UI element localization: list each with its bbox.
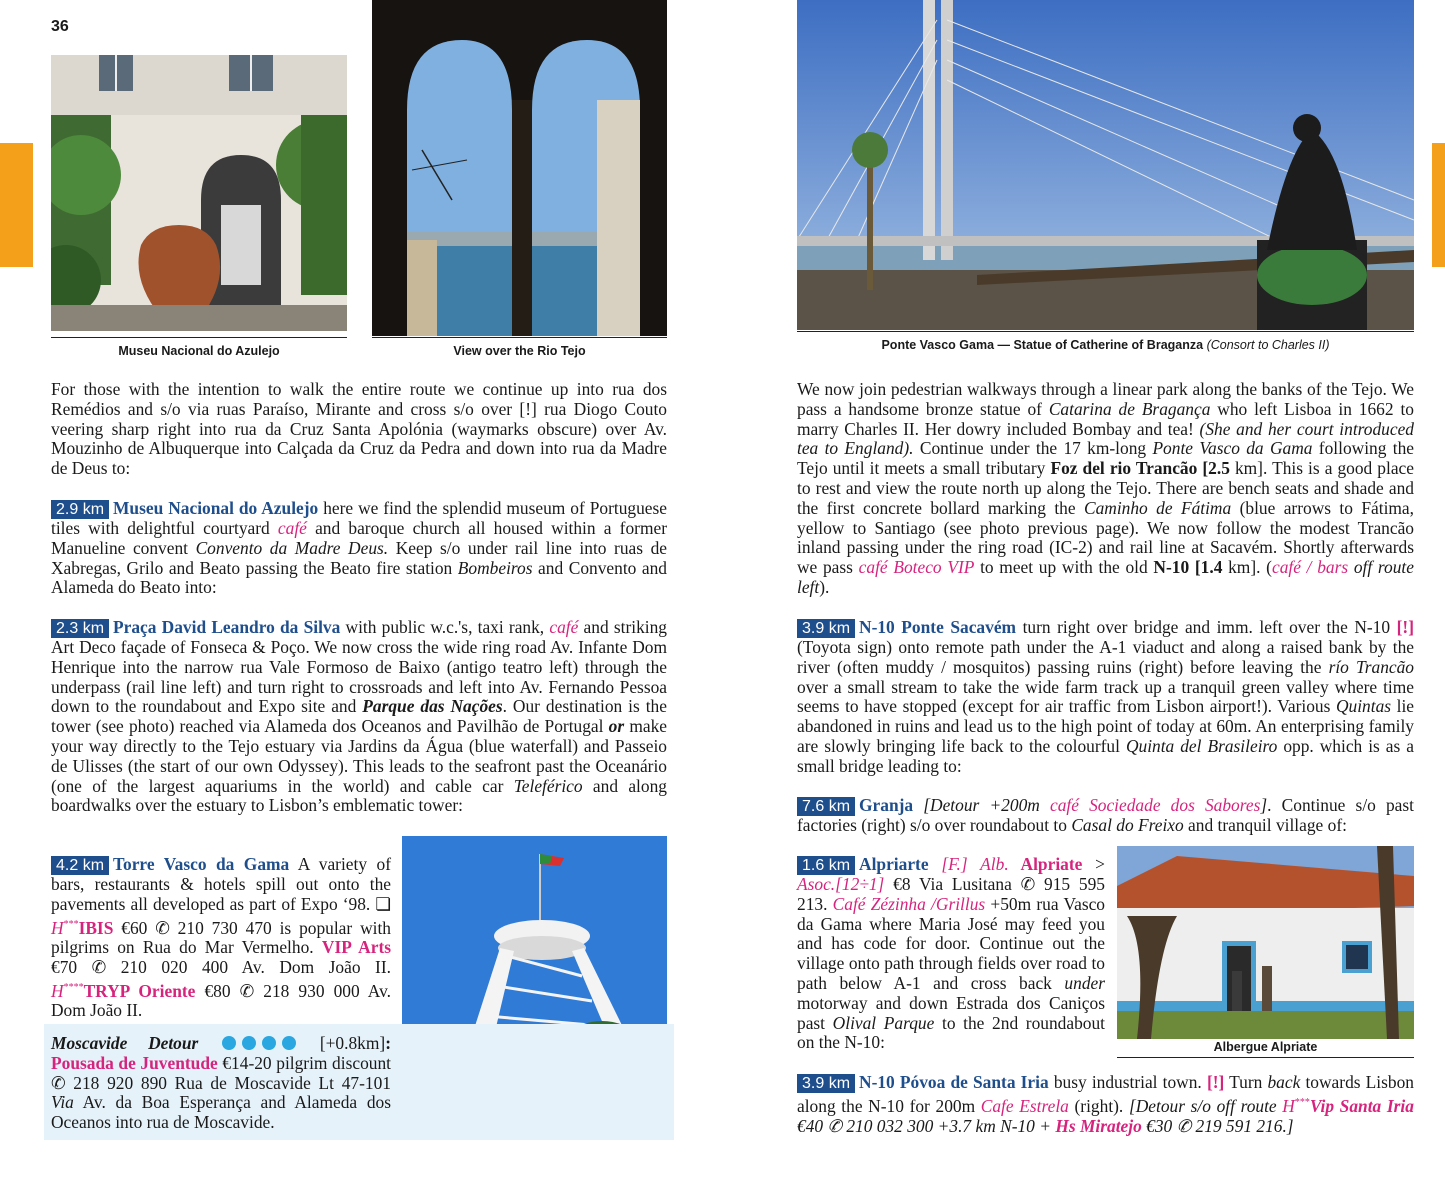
dot-icon — [242, 1036, 256, 1050]
italic-text: [Detour s/o off route — [1128, 1095, 1283, 1116]
detour-title: Moscavide Detour — [51, 1033, 199, 1053]
text: €14-20 pilgrim discount ✆ 218 920 890 Rua de Moscavide Lt 47-101 — [51, 1052, 391, 1093]
text: and tranquil village of: — [1183, 815, 1347, 835]
photo-albergue-alpriate — [1117, 846, 1414, 1039]
italic-text: [Detour +200m — [913, 795, 1050, 815]
stars: *** — [63, 918, 79, 930]
page-number: 36 — [51, 18, 69, 35]
place-name: Museu Nacional do Azulejo — [113, 498, 319, 518]
stage-granja — [797, 796, 1414, 836]
hotel-name: IBIS — [78, 917, 114, 938]
cafe-label: café — [277, 518, 307, 538]
hotel-name: Hs Miratejo — [1055, 1115, 1142, 1136]
text: here we find the splendid museum of Portuguese tiles with delightful courtyard — [51, 498, 667, 538]
text: over a small stream to take the wide farm track up a tranquil green valley where time seems to have stopped (except for air traffic from Lisbon airport!). Various — [797, 676, 1414, 717]
intro-text: For those with the intention to walk the entire route we continue up into rua dos Remédios and s/o via ruas Paraíso, Mirante and cross s/o over [!] rua Diogo Couto veering sharp right into rua da Cruz Santa Apolónia (waymarks obscure) over Av. Mouzinho de Albuquerque into Calçada da Cruz da Pedra and down into rua da Madre de Deus to: — [51, 379, 667, 479]
km-badge: 7.6 km — [797, 797, 855, 816]
italic-text: río Trancão — [1328, 656, 1414, 677]
text: €60 ✆ 210 730 470 is popular with pilgrims on Rua do Mar Vermelho. — [51, 917, 391, 958]
italic-text: Via — [51, 1092, 74, 1113]
facility-marker: [F.] — [928, 854, 981, 874]
hostel-name: Pousada de Juventude — [51, 1052, 218, 1073]
text: km]. ( — [1222, 557, 1272, 578]
caption-albergue-rule — [1117, 1057, 1414, 1058]
caption-tejo: View over the Rio Tejo — [372, 337, 667, 358]
bold-italic-text: Parque das Nações — [362, 696, 503, 717]
text: [+0.8km] — [299, 1033, 386, 1053]
text: km]. This is a good place to rest and view the route north up along the Tejo. There are bench seats and shade and the first concrete bollard marking the — [797, 458, 1414, 518]
italic-text: under — [1064, 972, 1105, 993]
cafe-label: café Sociedade dos Sabores — [1049, 795, 1261, 815]
hotel-h: H — [1282, 1095, 1295, 1116]
italic-text: Quintas — [1335, 696, 1392, 717]
caption-albergue-text: Albergue Alpriate — [1213, 1040, 1318, 1054]
text: (right). — [1068, 1095, 1129, 1116]
stage-alpriarte — [797, 855, 1105, 1053]
italic-text: Alb. — [980, 854, 1009, 874]
cafe-label: Cafe Estrela — [980, 1095, 1069, 1116]
text: (Toyota sign) onto remote path under the A-1 viaduct and along a raised bank by the river (often muddy / mosquitos) passing ruins (right) before leaving the — [797, 637, 1414, 677]
place-name: N-10 Ponte Sacavém — [859, 617, 1017, 637]
text: following the Tejo until it meets a small tributary — [797, 438, 1415, 479]
stars: **** — [63, 981, 84, 993]
italic-text: Teleférico — [513, 775, 583, 796]
text: A variety of bars, restaurants & hotels spill out onto the pavements all developed as part of Expo ‘98. — [51, 854, 391, 914]
place-name: N-10 Póvoa de Santa Iria — [859, 1072, 1049, 1092]
text: who left Lisboa in 1662 to marry Charles II. Her dowry included Bombay and tea! — [797, 398, 1414, 439]
text: (blue arrows to Fátima, yellow to Santiago (see photo previous page). We now follow the modest Trancão inland passing under the ring road (IC-2) and rail line at Sacavém. Shortly afterwards we pass — [797, 497, 1414, 578]
hotel-h: H — [51, 980, 64, 1001]
warning-marker: [!] — [1206, 1072, 1225, 1092]
caption-museu: Museu Nacional do Azulejo — [51, 337, 347, 358]
hotel-name: Vip Santa Iria — [1309, 1095, 1414, 1116]
place-name: Granja — [859, 795, 914, 815]
checkbox-glyph: ❏ — [375, 893, 391, 914]
photo-rio-tejo — [372, 0, 667, 336]
hotel-h: H — [51, 917, 64, 938]
text: +50m rua Vasco da Gama where Maria José may feed you and has code for door. Continue out the village onto path through fields over road to path below A-1 and cross back — [797, 893, 1106, 993]
text: Continue under the 17 km-long — [913, 438, 1153, 459]
thumb-tab-left — [0, 143, 33, 267]
moscavide-detour — [51, 1034, 391, 1133]
text: and along boardwalks over the estuary to Lisbon’s emblematic tower: — [51, 775, 667, 816]
text: and Convento and Alameda do Beato into: — [51, 557, 667, 598]
italic-text: Olival Parque — [832, 1012, 935, 1033]
caption-ponte-main: Ponte Vasco Gama — Statue of Catherine of Braganza — [881, 338, 1204, 352]
bold-text: N-10 [1.4 — [1153, 557, 1223, 578]
italic-text: (She and her court introduced tea to England). — [797, 418, 1414, 459]
hotel-name: TRYP Oriente — [83, 980, 196, 1001]
caption-ponte — [797, 331, 1414, 352]
italic-text: ] — [1260, 795, 1268, 815]
photo-museu-azulejo — [51, 55, 347, 331]
bed-count: [12÷1] — [835, 874, 885, 894]
text: Av. da Boa Esperança and Alameda dos Oceanos into rua de Moscavide. — [51, 1092, 391, 1133]
italic-text: off route left — [797, 557, 1414, 597]
thumb-tab-right — [1432, 143, 1445, 267]
text: opp. which is as a small bridge leading to: — [797, 735, 1414, 776]
place-name: Torre Vasco da Gama — [113, 854, 290, 874]
italic-text: €40 ✆ 210 032 300 +3.7 km N-10 + — [797, 1115, 1056, 1136]
cafe-label: café Boteco VIP — [858, 557, 975, 578]
text: lie abandoned in ruins and lead us to the high point of today at 60m. An enterprising family are slowly bringing life back to the colourful — [797, 696, 1414, 756]
text: : — [385, 1033, 391, 1053]
hotel-name: VIP Arts — [321, 937, 392, 958]
text: €80 ✆ 218 930 000 Av. Dom João II. — [51, 980, 391, 1021]
text: to the 2nd roundabout on the N-10: — [797, 1012, 1105, 1053]
text: with public w.c.'s, taxi rank, — [340, 617, 550, 637]
text: and baroque church all housed within a former Manueline convent — [51, 518, 667, 558]
dot-icon — [262, 1036, 276, 1050]
text: . Our destination is the tower (see photo) reached via Alameda dos Oceanos and Pavilhão de Portugal — [51, 696, 667, 737]
photo-ponte-vasco-gama — [797, 0, 1414, 330]
intro-paragraph — [51, 380, 667, 479]
cafe-label: café / bars — [1271, 557, 1349, 578]
text: busy industrial town. — [1048, 1072, 1207, 1092]
text: ). — [819, 576, 830, 597]
caption-ponte-sub: (Consort to Charles II) — [1206, 338, 1330, 352]
text: turn right over bridge and imm. left over the N-10 — [1016, 617, 1397, 637]
italic-text: Asoc. — [797, 874, 836, 894]
km-badge: 2.3 km — [51, 619, 109, 638]
text: make your way directly to the Tejo estuary via Jardins da Água (blue waterfall) and Passeio de Ulisses (the start of our own Odyssey). This leads to the seafront past the Oceanário (one of the largest aquariums in the world) and cable car — [51, 716, 667, 796]
italic-text: €30 ✆ 219 591 216.] — [1141, 1115, 1294, 1136]
italic-text: Caminho de Fátima — [1083, 497, 1232, 518]
place-name: Alpriarte — [859, 854, 929, 874]
stage-praca — [51, 618, 667, 816]
text: motorway and down Estrada dos Caniços past — [797, 992, 1105, 1033]
place-name: Praça David Leandro da Silva — [113, 617, 341, 637]
text: and striking Art Deco façade of Fonseca & Poço. We now cross the wide ring road Av. Infante Dom Henrique into the narrow rua Vale Formoso de Baixo (antigo teatro left) through the underpass (rail line left) and turn right to crossroads and left into Av. Fernando Pessoa down to the roundabout and Expo site and — [51, 617, 667, 717]
right-intro-paragraph — [797, 380, 1414, 598]
text: towards Lisbon along the N-10 for 200m — [797, 1072, 1414, 1116]
text: Keep s/o under rail line into ruas de Xabregas, Grilo and Beato passing the Beato fire station — [51, 537, 668, 578]
cafe-label: café — [549, 617, 579, 637]
italic-text: Quinta del Brasileiro — [1125, 735, 1278, 756]
italic-text: Bombeiros — [457, 557, 533, 578]
italic-text: Convento da Madre Deus. — [195, 537, 389, 558]
km-badge: 2.9 km — [51, 500, 109, 519]
caption-albergue — [1117, 1034, 1414, 1054]
italic-text: Ponte Vasco da Gama — [1152, 438, 1313, 459]
stage-povoa — [797, 1073, 1414, 1136]
italic-text: Casal do Freixo — [1071, 815, 1184, 835]
stage-ponte-sacavem — [797, 618, 1414, 777]
km-badge: 3.9 km — [797, 619, 855, 638]
italic-text: Catarina de Bragança — [1048, 398, 1211, 419]
warning-marker: [!] — [1396, 617, 1414, 637]
text: We now join pedestrian walkways through a linear park along the banks of the Tejo. We pass a handsome bronze statue of — [797, 379, 1414, 419]
stars: *** — [1294, 1097, 1310, 1108]
stage-torre — [51, 855, 391, 1021]
text: €8 Via Lusitana ✆ 915 595 213. — [797, 874, 1105, 914]
text: Turn — [1224, 1072, 1268, 1092]
text: €70 ✆ 210 020 400 Av. Dom João II. — [51, 956, 391, 977]
km-badge: 3.9 km — [797, 1074, 855, 1093]
text: to meet up with the old — [974, 557, 1154, 578]
hostel-name: Alpriate — [1008, 854, 1083, 874]
italic-text: back — [1267, 1072, 1301, 1092]
text: > — [1082, 854, 1105, 874]
stage-museu — [51, 499, 667, 598]
bold-italic-text: or — [608, 716, 625, 737]
dot-icon — [222, 1036, 236, 1050]
bold-text: Foz del rio Trancão [2.5 — [1050, 458, 1230, 479]
km-badge: 4.2 km — [51, 856, 109, 875]
km-badge: 1.6 km — [797, 856, 855, 875]
text: . Continue s/o past factories (right) s/o over roundabout to — [797, 795, 1414, 835]
dot-icon — [282, 1036, 296, 1050]
cafe-label: Café Zézinha /Grillus — [832, 893, 986, 914]
